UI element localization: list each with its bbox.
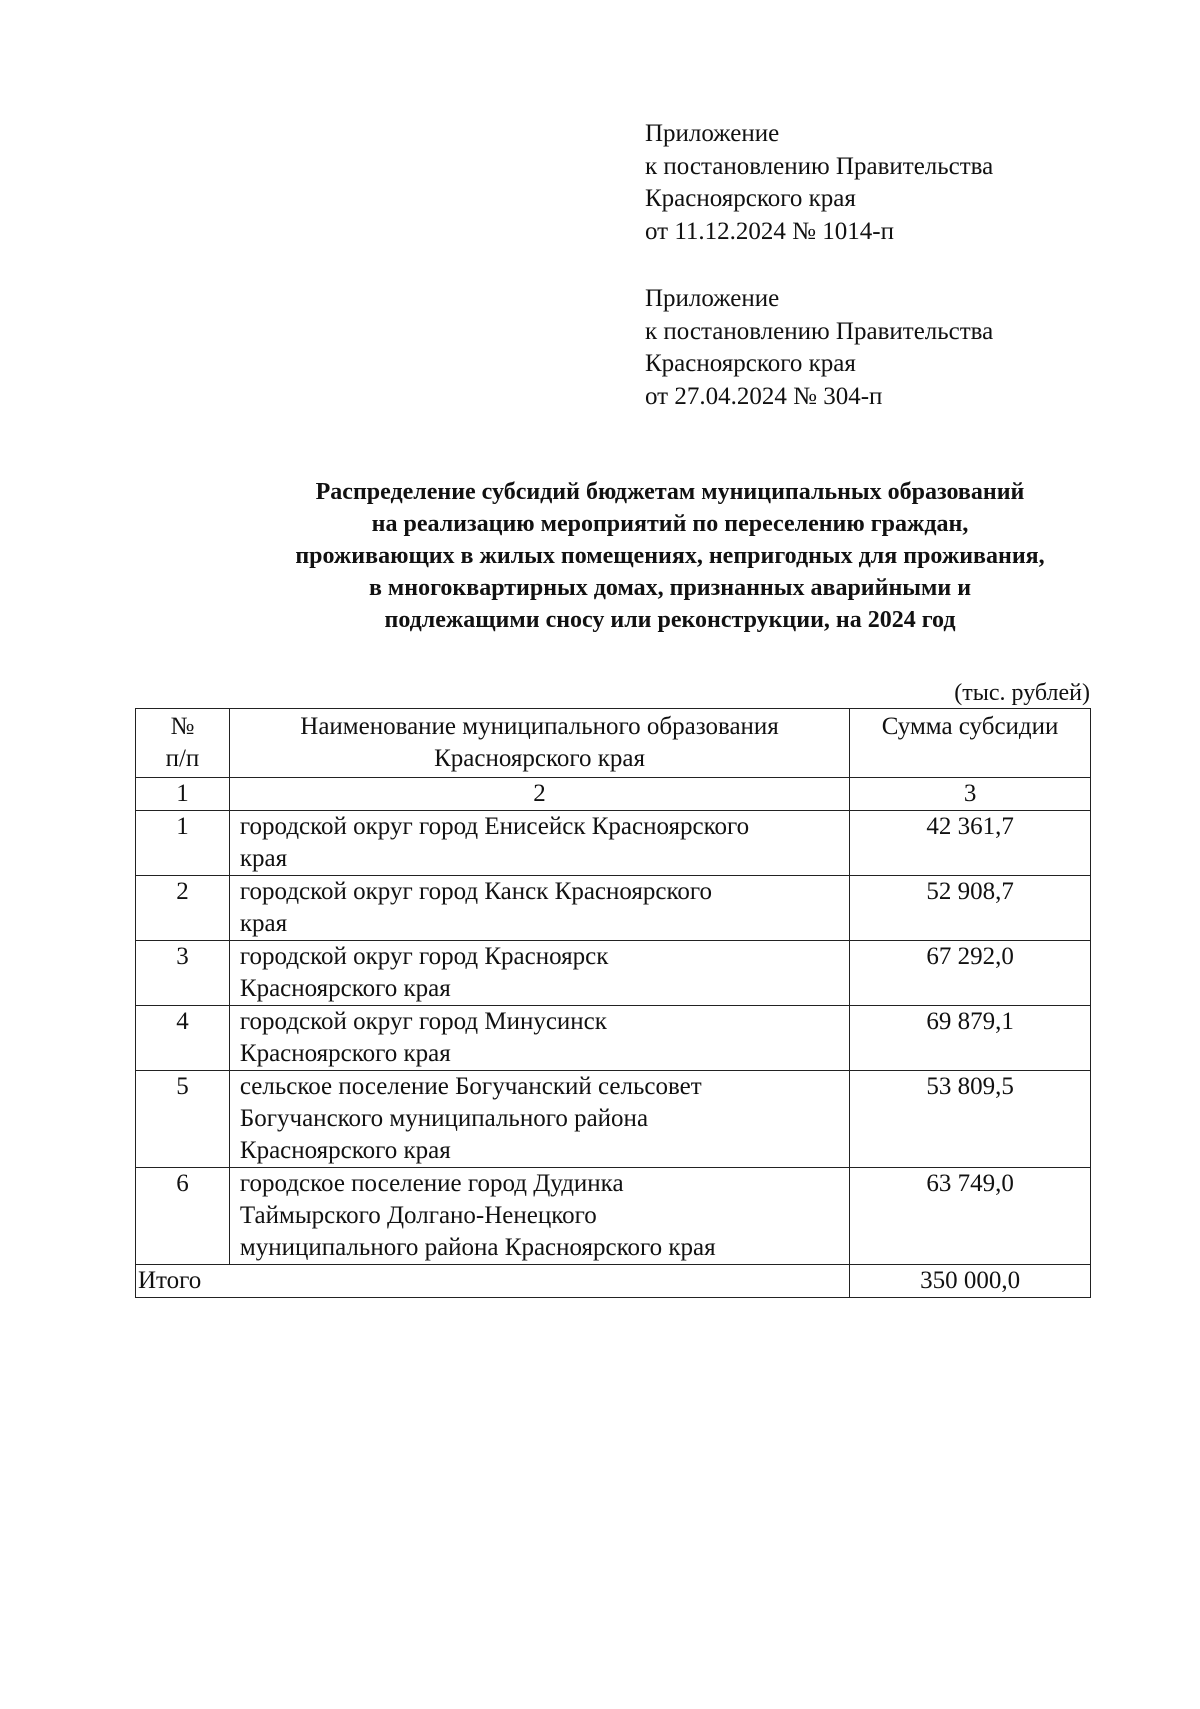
row-number: 5 [136, 1071, 230, 1168]
row-number: 4 [136, 1006, 230, 1071]
title-line: подлежащими сносу или реконструкции, на 2024 год [384, 607, 956, 633]
municipality-line: Красноярского края [239, 1040, 451, 1067]
municipality-line: городской округ город Канск Красноярского [239, 878, 713, 905]
row-number: 3 [136, 941, 230, 1006]
appendix-resolution-ref: к постановлению Правительства [645, 152, 994, 180]
appendix-block-current [645, 118, 993, 248]
municipality-line: муниципального района Красноярского края [239, 1234, 716, 1261]
row-number: 2 [136, 876, 230, 941]
subsidy-distribution-table [135, 708, 1091, 1298]
title-line: на реализацию мероприятий по переселению граждан, [371, 511, 969, 537]
row-municipality [229, 811, 849, 876]
row-sum: 53 809,5 [850, 1071, 1091, 1168]
table-row [136, 1168, 1091, 1265]
table-row [136, 876, 1091, 941]
row-sum: 52 908,7 [850, 876, 1091, 941]
municipality-line: Красноярского края [239, 975, 451, 1002]
total-sum: 350 000,0 [850, 1265, 1091, 1298]
municipality-line: края [239, 910, 288, 937]
municipality-line: края [239, 845, 288, 872]
municipality-line: Таймырского Долгано-Ненецкого [239, 1202, 597, 1229]
appendix-region: Красноярского края [645, 350, 856, 377]
municipality-line: Красноярского края [239, 1137, 451, 1164]
header-name-line: Наименование муниципального образования [300, 713, 779, 740]
row-sum: 69 879,1 [850, 1006, 1091, 1071]
column-number: 1 [136, 778, 230, 811]
municipality-line: городской округ город Красноярск [239, 943, 609, 970]
column-number: 2 [229, 778, 849, 811]
header-number [136, 709, 230, 778]
title-line: Распределение субсидий бюджетам муниципальных образований [315, 479, 1025, 505]
municipality-line: городское поселение город Дудинка [239, 1170, 624, 1197]
row-sum: 67 292,0 [850, 941, 1091, 1006]
row-municipality [229, 1168, 849, 1265]
municipality-line: сельское поселение Богучанский сельсовет [239, 1073, 702, 1100]
table-row [136, 941, 1091, 1006]
title-line: проживающих в жилых помещениях, непригодных для проживания, [295, 543, 1045, 569]
table-row [136, 1071, 1091, 1168]
table-header-row [136, 709, 1091, 778]
appendix-label: Приложение [645, 285, 780, 312]
row-sum: 42 361,7 [850, 811, 1091, 876]
header-name [229, 709, 849, 778]
row-municipality [229, 941, 849, 1006]
total-row [136, 1265, 1091, 1298]
column-number: 3 [850, 778, 1091, 811]
row-sum: 63 749,0 [850, 1168, 1091, 1265]
total-label: Итого [136, 1265, 850, 1298]
municipality-line: Богучанского муниципального района [239, 1105, 649, 1132]
header-number-sign: № [170, 713, 195, 740]
row-number: 1 [136, 811, 230, 876]
header-name-line: Красноярского края [434, 745, 645, 772]
municipality-line: городской округ город Енисейск Красноярского [239, 813, 750, 840]
currency-unit-note: (тыс. рублей) [954, 680, 1090, 706]
column-number-row [136, 778, 1091, 811]
header-number-abbrev: п/п [165, 745, 200, 772]
appendix-label: Приложение [645, 120, 780, 147]
appendix-region: Красноярского края [645, 185, 856, 212]
row-municipality [229, 1071, 849, 1168]
row-number: 6 [136, 1168, 230, 1265]
appendix-date-number: от 11.12.2024 № 1014-п [645, 217, 894, 245]
table-row [136, 811, 1091, 876]
appendix-block-original [645, 283, 993, 413]
document-title [120, 476, 1200, 636]
row-municipality [229, 876, 849, 941]
title-line: в многоквартирных домах, признанных аварийными и [368, 575, 972, 601]
header-sum: Сумма субсидии [850, 709, 1091, 778]
table-row [136, 1006, 1091, 1071]
municipality-line: городской округ город Минусинск [239, 1008, 607, 1035]
appendix-resolution-ref: к постановлению Правительства [645, 317, 994, 345]
row-municipality [229, 1006, 849, 1071]
appendix-date-number: от 27.04.2024 № 304-п [645, 382, 883, 410]
